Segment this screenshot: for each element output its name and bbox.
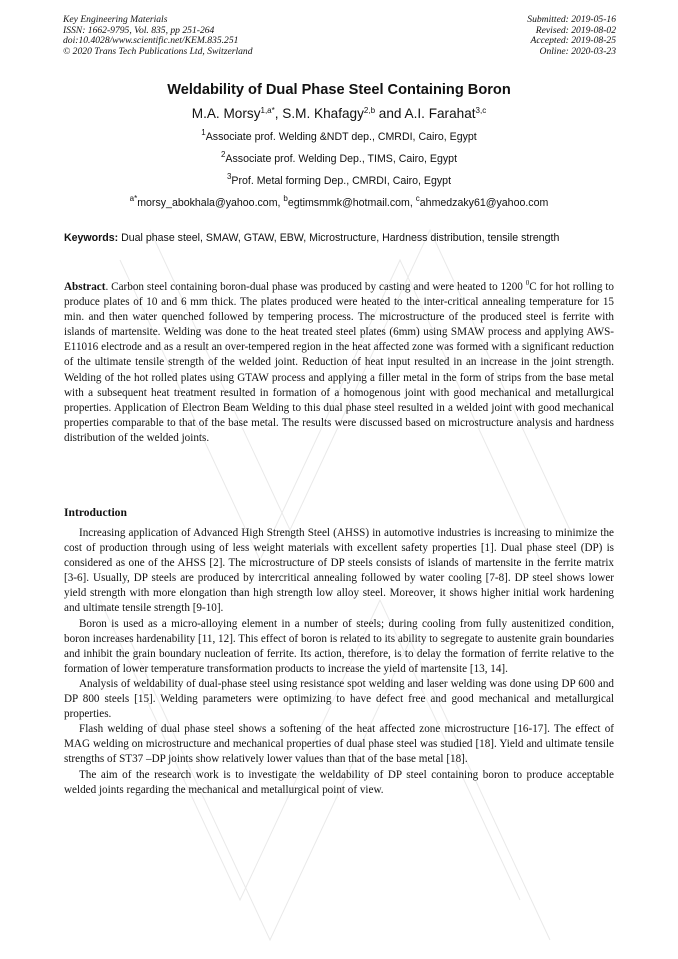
journal-info	[63, 15, 253, 57]
affiliation-text: Associate prof. Welding Dep., TIMS, Cairo, Egypt	[225, 153, 458, 165]
affiliation-sup: 2	[220, 150, 226, 159]
accepted-date: Accepted: 2019-08-25	[530, 35, 616, 47]
section-heading-introduction: Introduction	[64, 506, 127, 519]
intro-paragraph: The aim of the research work is to investigate the weldability of DP steel containing boron to produce acceptable welded joints regarding the mechanical and metallurgical point of view.	[64, 768, 614, 796]
affiliation-3	[0, 172, 678, 187]
author-separator: and	[375, 106, 405, 121]
submitted-date: Submitted: 2019-05-16	[527, 14, 616, 25]
abstract-text-rest: C for hot rolling to produce plates of 10 and 6 mm thick. The plates produced were heated to the inter-critical annealing temperature for 15 min. and then water quenched followed by tempering process. The microstructure of the produced steel is ferrite with islands of martensite. Welding was done to the heat treated steel plates (6mm) using SMAW process and applying AWS-E11016 electrode and as a result an over-tempered region in the heat affected zone was formed with a significant reduction of the ultimate tensile strength of the welded joint. Reduction of heat input resulted in an increase in the joint strength. Welding of the hot rolled plates using GTAW process and applying a filler metal in the form of strips from the base metal with a subsequent heat treatment resulted in formation of a homogenous joint with good mechanical and metallurgical properties. Application of Electron Beam Welding to this dual phase steel resulted in a welded joint with good mechanical properties comparable to that of the base metal. The results were discussed based on microstructure analysis and hardness distribution of the welded joints.	[64, 281, 614, 444]
author-name: S.M. Khafagy	[282, 106, 364, 121]
author-list	[0, 106, 678, 121]
online-date: Online: 2020-03-23	[539, 45, 616, 57]
affiliation-2	[0, 150, 678, 165]
affiliation-text: Prof. Metal forming Dep., CMRDI, Cairo, Egypt	[231, 175, 452, 187]
introduction-body	[64, 526, 614, 798]
affiliation-1	[0, 128, 678, 143]
keywords-label: Keywords:	[64, 232, 119, 244]
email-sup: b	[283, 194, 288, 203]
email-sup: a*	[129, 194, 138, 203]
author-sup: 2,b	[363, 106, 376, 115]
degree-superscript: 0	[525, 279, 530, 287]
keywords	[64, 232, 614, 244]
author-sup: 1,a*	[260, 106, 275, 115]
affiliation-sup: 1	[201, 128, 206, 137]
affiliation-sup: 3	[226, 172, 232, 181]
email-link[interactable]: ahmedzaky61@yahoo.com	[419, 197, 549, 209]
affiliation-text: Associate prof. Welding &NDT dep., CMRDI, Cairo, Egypt	[205, 131, 477, 143]
intro-paragraph: Boron is used as a micro-alloying element in a number of steels; during cooling from fully austenitized condition, boron increases hardenability [11, 12]. This effect of boron is related to its ability to segregate to austenite grain boundaries and inhibit the grain boundary nucleation of ferrite. Its action, therefore, is to delay the formation of ferrite relative to the formation of lower temperature transformation products to increase the yield of martensite [13, 14].	[64, 617, 614, 675]
intro-paragraph: Analysis of weldability of dual-phase steel using resistance spot welding and laser welding was done using DP 600 and DP 800 steels [15]. Welding parameters were optimizing to have defect free and good mechanical and metallurgical properties.	[64, 677, 614, 721]
abstract-text-start: . Carbon steel containing boron-dual phase was produced by casting and were heated to 1200	[105, 281, 526, 293]
author-sup: 3,c	[475, 106, 487, 115]
email-link[interactable]: egtimsmmk@hotmail.com,	[287, 197, 416, 209]
doi-line: doi:10.4028/www.scientific.net/KEM.835.251	[63, 35, 239, 47]
author-separator: ,	[274, 106, 283, 121]
issn-line: ISSN: 1662-9795, Vol. 835, pp 251-264	[63, 24, 215, 36]
author-name: A.I. Farahat	[404, 106, 476, 121]
abstract	[64, 280, 614, 446]
publication-dates	[527, 15, 616, 57]
paper-title: Weldability of Dual Phase Steel Containing Boron	[167, 82, 511, 98]
email-list	[0, 194, 678, 209]
keywords-text: Dual phase steel, SMAW, GTAW, EBW, Microstructure, Hardness distribution, tensile strength	[121, 232, 560, 244]
abstract-label: Abstract	[64, 281, 106, 293]
revised-date: Revised: 2019-08-02	[535, 24, 616, 36]
copyright-line: © 2020 Trans Tech Publications Ltd, Switzerland	[63, 45, 253, 57]
email-link[interactable]: morsy_abokhala@yahoo.com,	[137, 197, 284, 209]
journal-name: Key Engineering Materials	[63, 14, 168, 25]
email-sup: c	[415, 194, 420, 203]
intro-paragraph: Increasing application of Advanced High Strength Steel (AHSS) in automotive industries is increasing to minimize the cost of production through using of less weight materials with excellent safety properties [1]. Dual phase steel (DP) is considered as one of the AHSS [2]. The microstructure of DP steels consists of islands of martensite in the ferrite matrix [3-6]. Usually, DP steels are produced by intercritical annealing followed by water cooling [7-8]. DP steel shows lower yield strength with more elongation than high strength low alloy steel. Moreover, it shows higher initial work hardening and ultimate tensile strength [9-10].	[64, 527, 614, 615]
author-name: M.A. Morsy	[191, 106, 261, 121]
intro-paragraph: Flash welding of dual phase steel shows a softening of the heat affected zone microstructure [16-17]. The effect of MAG welding on microstructure and mechanical properties of dual phase steel was studied [18]. Yield and ultimate tensile strengths of ST37 –DP joints show relatively lower values than that of the base metal [18].	[64, 723, 614, 766]
